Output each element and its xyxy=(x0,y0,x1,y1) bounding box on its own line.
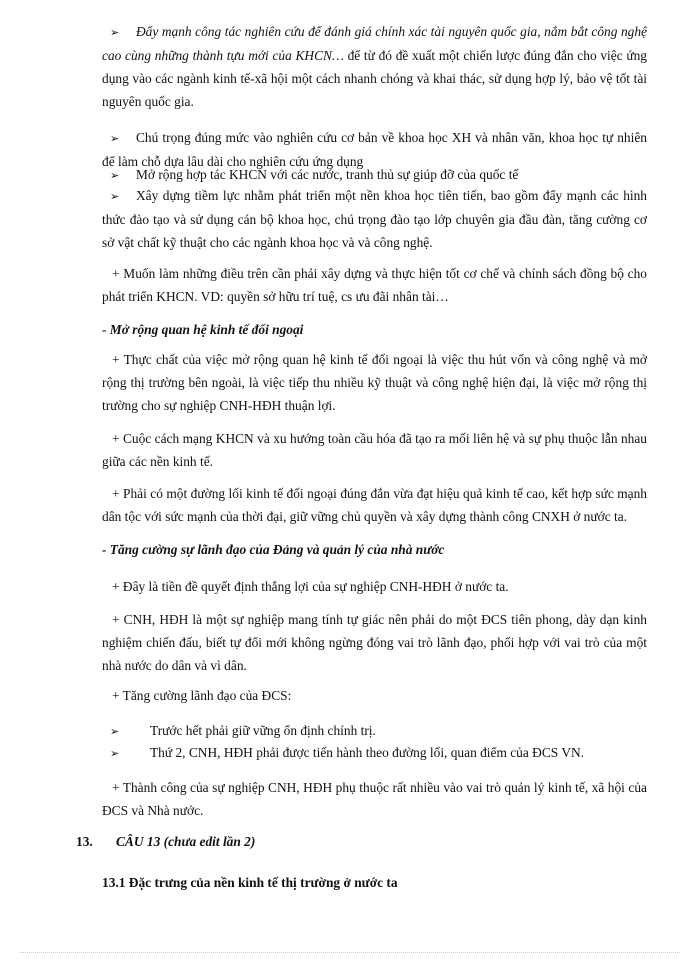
bullet-rest: để từ đó đề xuất một chiến lược đúng đắn cho việc ứng dụng vào các ngành kinh tế-xã hội một cách nhanh chóng và khai thác, sử dụng hợp lý, bảo vệ tốt tài nguyên quốc gia. xyxy=(102,48,647,109)
arrow-bullet-icon: ➢ xyxy=(110,132,120,145)
bullet-research xyxy=(102,20,647,113)
heading-foreign-economic: - Mở rộng quan hệ kinh tế đối ngoại xyxy=(102,322,304,337)
bullet-stability xyxy=(102,719,647,743)
arrow-bullet-icon: ➢ xyxy=(110,26,120,39)
arrow-bullet-icon: ➢ xyxy=(110,747,120,760)
bullet-text: Thứ 2, CNH, HĐH phải được tiến hành theo đường lối, quan điểm của ĐCS VN. xyxy=(150,745,585,760)
bullet-text: Chú trọng đúng mức vào nghiên cứu cơ bản về khoa học XH và nhân văn, khoa học tự nhiên để làm chỗ dựa lâu dài cho nghiên cứu ứng dụng xyxy=(102,130,647,169)
bullet-party-line xyxy=(102,741,647,765)
question-number: 13. xyxy=(76,834,93,849)
arrow-bullet-icon: ➢ xyxy=(110,169,120,182)
para-leadership-4: + Thành công của sự nghiệp CNH, HĐH phụ thuộc rất nhiều vào vai trò quản lý kinh tế, xã hội của ĐCS và Nhà nước. xyxy=(102,780,647,818)
arrow-bullet-icon: ➢ xyxy=(110,725,120,738)
question-heading xyxy=(76,830,255,853)
arrow-bullet-icon: ➢ xyxy=(110,190,120,203)
para-leadership-1: + Đây là tiền đề quyết định thắng lợi của sự nghiệp CNH-HĐH ở nước ta. xyxy=(112,579,509,594)
question-title: CÂU 13 (chưa edit lần 2) xyxy=(116,834,256,849)
para-foreign-2: + Cuộc cách mạng KHCN và xu hướng toàn cầu hóa đã tạo ra mối liên hệ và sự phụ thuộc lẫn nhau giữa các nền kinh tế. xyxy=(102,431,647,469)
page-bottom-divider xyxy=(20,952,680,953)
para-foreign-3: + Phải có một đường lối kinh tế đối ngoại đúng đắn vừa đạt hiệu quả kinh tế cao, kết hợp sức mạnh dân tộc với sức mạnh của thời đại, giữ vững chủ quyền và xây dựng thành công CNXH ở nước ta. xyxy=(102,486,647,524)
bullet-text: Trước hết phải giữ vững ổn định chính trị. xyxy=(150,723,376,738)
para-leadership-3: + Tăng cường lãnh đạo của ĐCS: xyxy=(112,688,292,703)
bullet-lead-italic: Đẩy mạnh công tác nghiên cứu để đánh giá chính xác tài nguyên quốc gia, nắm bắt công nghệ cao cùng những thành tựu mới của KHCN… xyxy=(102,24,647,63)
para-foreign-1: + Thực chất của việc mở rộng quan hệ kinh tế đối ngoại là việc thu hút vốn và công nghệ và mở rộng thị trường bên ngoài, là việc tiếp thu nhiều kỹ thuật và công nghệ hiện đại, là việc mở rộng thị trường cho sự nghiệp CNH-HĐH thuận lợi. xyxy=(102,352,647,413)
para-khcn-policy: + Muốn làm những điều trên cần phải xây dựng và thực hiện tốt cơ chế và chính sách đồng bộ cho phát triển KHCN. VD: quyền sở hữu trí tuệ, cs ưu đãi nhân tài… xyxy=(102,266,647,304)
heading-party-leadership: - Tăng cường sự lãnh đạo của Đảng và quản lý của nhà nước xyxy=(102,542,445,557)
bullet-potential xyxy=(102,184,647,254)
bullet-text: Mở rộng hợp tác KHCN với các nước, tranh thủ sự giúp đỡ của quốc tế xyxy=(136,167,519,182)
subheading-market-economy: 13.1 Đặc trưng của nền kinh tế thị trường ở nước ta xyxy=(102,875,398,890)
para-leadership-2: + CNH, HĐH là một sự nghiệp mang tính tự giác nên phải do một ĐCS tiên phong, dày dạn kinh nghiệm chiến đấu, biết tự đổi mới không ngừng đóng vai trò lãnh đạo, phối hợp với vai trò của một nhà nước do dân và vì dân. xyxy=(102,612,647,673)
bullet-text: Xây dựng tiềm lực nhằm phát triển một nền khoa học tiên tiến, bao gồm đẩy mạnh các hình thức đào tạo và sử dụng cán bộ khoa học, chú trọng đào tạo lớp chuyên gia đầu đàn, tăng cường cơ sở vật chất kỹ thuật cho các ngành khoa học và và công nghệ. xyxy=(102,188,647,250)
